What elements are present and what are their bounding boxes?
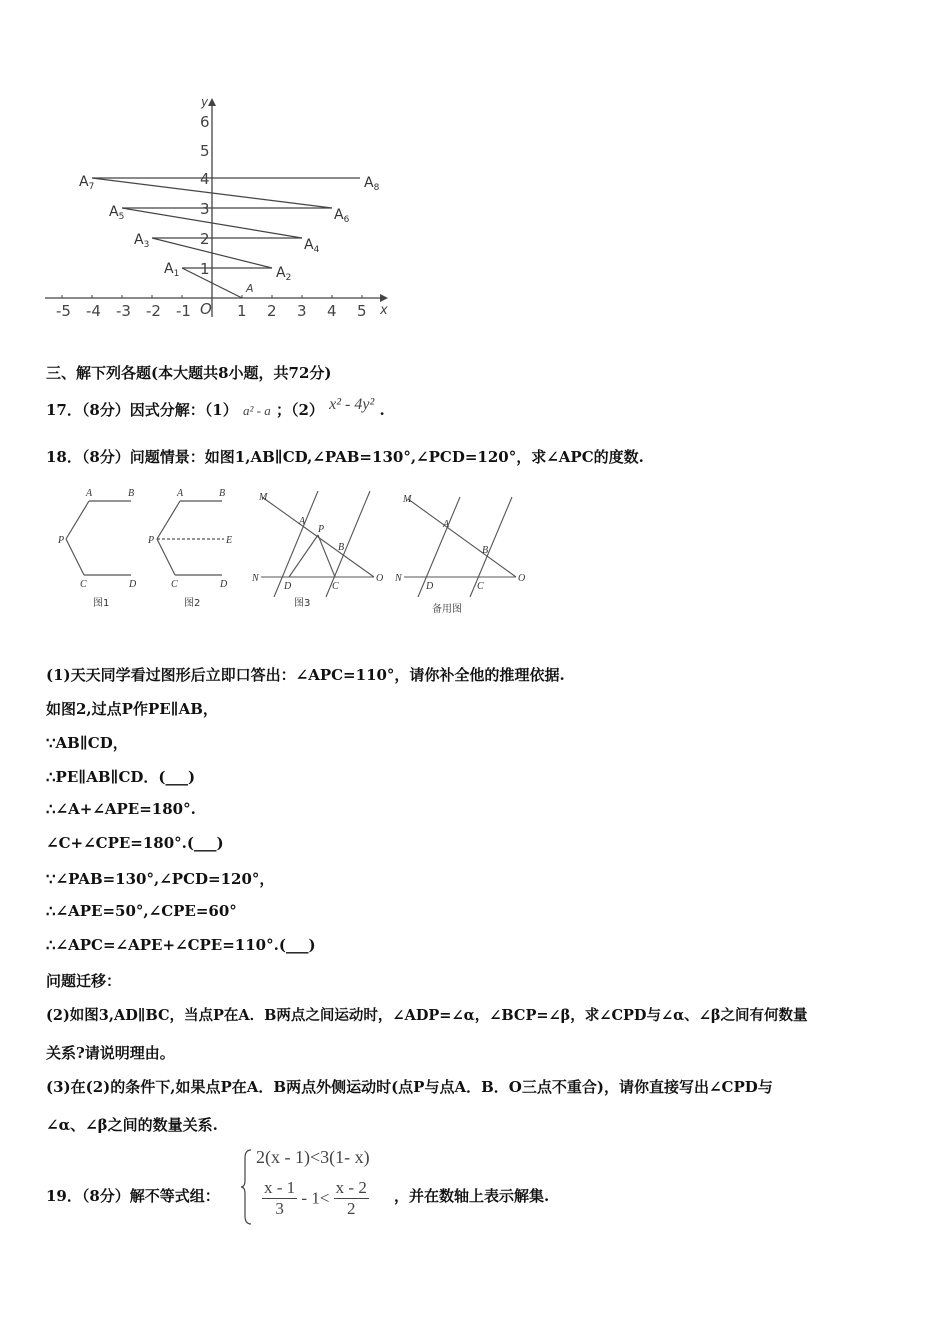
- point-label-a4: $A_4$: [304, 237, 320, 255]
- q17-prefix: 17．（8分）因式分解：（1）: [46, 401, 238, 419]
- q17-expr1: a² - a: [242, 403, 271, 418]
- y-axis-arrow: [208, 98, 216, 106]
- figure-3: [261, 491, 374, 597]
- svg-text:P: P: [318, 524, 325, 535]
- svg-text:M: M: [259, 492, 268, 503]
- x-tick: -2: [146, 302, 161, 320]
- svg-text:C: C: [332, 581, 339, 592]
- fraction-2-denominator: 2: [347, 1199, 356, 1218]
- svg-text:D: D: [284, 581, 292, 592]
- q18-line: ∵∠PAB=130°,∠PCD=120°，: [46, 870, 275, 888]
- q18-line: 问题迁移：: [46, 972, 122, 990]
- point-label-a6: $A_6$: [334, 207, 350, 225]
- spare-figure: [404, 497, 516, 597]
- svg-text:O: O: [376, 573, 384, 584]
- fig1-caption: 图1: [93, 598, 110, 609]
- x-tick: 3: [297, 302, 307, 320]
- y-axis-label: y: [201, 95, 209, 109]
- q18-line: (1)天天同学看过图形后立即口答出：∠APC=110°，请你补全他的推理依据.: [46, 666, 565, 684]
- svg-text:B: B: [128, 488, 135, 499]
- svg-text:P: P: [148, 535, 155, 546]
- q18-figures: [56, 483, 536, 623]
- q18-line: ∠α、∠β之间的数量关系.: [46, 1116, 218, 1134]
- svg-text:N: N: [395, 573, 402, 584]
- y-tick: 3: [200, 200, 210, 218]
- svg-text:A: A: [299, 516, 306, 527]
- fraction-1-numerator: x - 1: [264, 1178, 296, 1197]
- fraction-1-denominator: 3: [275, 1199, 284, 1218]
- svg-text:A: A: [86, 488, 93, 499]
- x-tick: -1: [176, 302, 191, 320]
- x-tick: 5: [357, 302, 367, 320]
- svg-text:M: M: [403, 494, 412, 505]
- q18-line: 如图2,过点P作PE∥AB，: [46, 700, 218, 718]
- fraction-2-numerator: x - 2: [335, 1178, 367, 1197]
- svg-text:D: D: [426, 581, 434, 592]
- svg-text:D: D: [220, 579, 228, 590]
- x-axis-arrow: [380, 294, 388, 302]
- svg-text:B: B: [219, 488, 226, 499]
- coordinate-graph: [40, 92, 400, 327]
- svg-text:C: C: [477, 581, 484, 592]
- q19-prefix: 19．（8分）解不等式组：: [46, 1187, 220, 1205]
- q18-line: ∴PE∥AB∥CD．(___): [46, 768, 196, 786]
- q18-line: (2)如图3,AD∥BC，当点P在A．B两点之间运动时，∠ADP=∠α，∠BCP=∠β，求∠CPD与∠α、∠β之间有何数量: [46, 1007, 808, 1024]
- svg-text:D: D: [129, 579, 137, 590]
- svg-text:B: B: [482, 545, 489, 556]
- x-tick: -3: [116, 302, 131, 320]
- spare-fig-caption: 备用图: [432, 604, 462, 615]
- section-title: 三、解下列各题(本大题共8小题，共72分): [46, 364, 332, 382]
- x-tick: -5: [56, 302, 71, 320]
- y-tick: 2: [200, 230, 210, 248]
- q18-line: ∴∠APC=∠APE+∠CPE=110°.(___): [46, 936, 316, 954]
- y-tick: 6: [200, 113, 210, 131]
- q17-suffix: .: [379, 401, 385, 419]
- svg-text:A: A: [177, 488, 184, 499]
- q18-line: (3)在(2)的条件下,如果点P在A．B两点外侧运动时(点P与点A．B．O三点不重合)，请你直接写出∠CPD与: [46, 1078, 773, 1096]
- fraction-2: [334, 1178, 369, 1219]
- q18-line: ∠C+∠CPE=180°.(___): [46, 834, 224, 852]
- x-tick: -4: [86, 302, 101, 320]
- fig3-caption: 图3: [294, 598, 311, 609]
- point-label-a5: $A_5$: [109, 204, 125, 222]
- q17-expr2: x² - 4y²: [329, 396, 375, 413]
- x-tick: 1: [237, 302, 247, 320]
- svg-text:N: N: [252, 573, 259, 584]
- point-label-a2: $A_2$: [276, 265, 292, 283]
- x-tick: 2: [267, 302, 277, 320]
- svg-text:E: E: [226, 535, 233, 546]
- system-brace: [240, 1148, 254, 1226]
- point-label-a7: $A_7$: [79, 174, 95, 192]
- q18-line: ∵AB∥CD，: [46, 734, 128, 752]
- y-tick: 4: [200, 170, 210, 188]
- svg-text:B: B: [338, 542, 345, 553]
- inequality-2-mid: - 1<: [301, 1188, 330, 1208]
- q17-mid: ；（2）: [275, 401, 324, 419]
- point-label-a1: $A_1$: [164, 261, 180, 279]
- figure-2: [157, 501, 224, 575]
- point-label-a8: $A_8$: [364, 175, 380, 193]
- point-a-label: A: [246, 282, 254, 295]
- q18-line: ∴∠A+∠APE=180°.: [46, 800, 196, 818]
- q19-suffix: ，并在数轴上表示解集.: [394, 1187, 550, 1205]
- x-axis-label: x: [380, 303, 388, 318]
- question-17: [46, 396, 385, 420]
- svg-text:C: C: [171, 579, 178, 590]
- svg-text:A: A: [443, 519, 450, 530]
- inequality-1: 2(x - 1)<3(1- x): [256, 1147, 370, 1167]
- fig2-caption: 图2: [184, 598, 201, 609]
- figure-1: [66, 501, 131, 575]
- q18-line: ∴∠APE=50°,∠CPE=60°: [46, 902, 237, 920]
- y-tick: 1: [200, 260, 210, 278]
- fraction-1: [262, 1178, 297, 1219]
- question-18-title: 18．（8分）问题情景：如图1,AB∥CD,∠PAB=130°,∠PCD=120°，求∠APC的度数.: [46, 448, 644, 466]
- q18-line: 关系?请说明理由。: [46, 1044, 175, 1062]
- origin-label: O: [200, 300, 212, 318]
- svg-text:C: C: [80, 579, 87, 590]
- y-tick: 5: [200, 142, 210, 160]
- svg-text:P: P: [58, 535, 65, 546]
- x-tick: 4: [327, 302, 337, 320]
- point-label-a3: $A_3$: [134, 232, 150, 250]
- svg-text:O: O: [518, 573, 526, 584]
- inequality-2: [262, 1178, 369, 1219]
- zigzag-path: [92, 178, 360, 298]
